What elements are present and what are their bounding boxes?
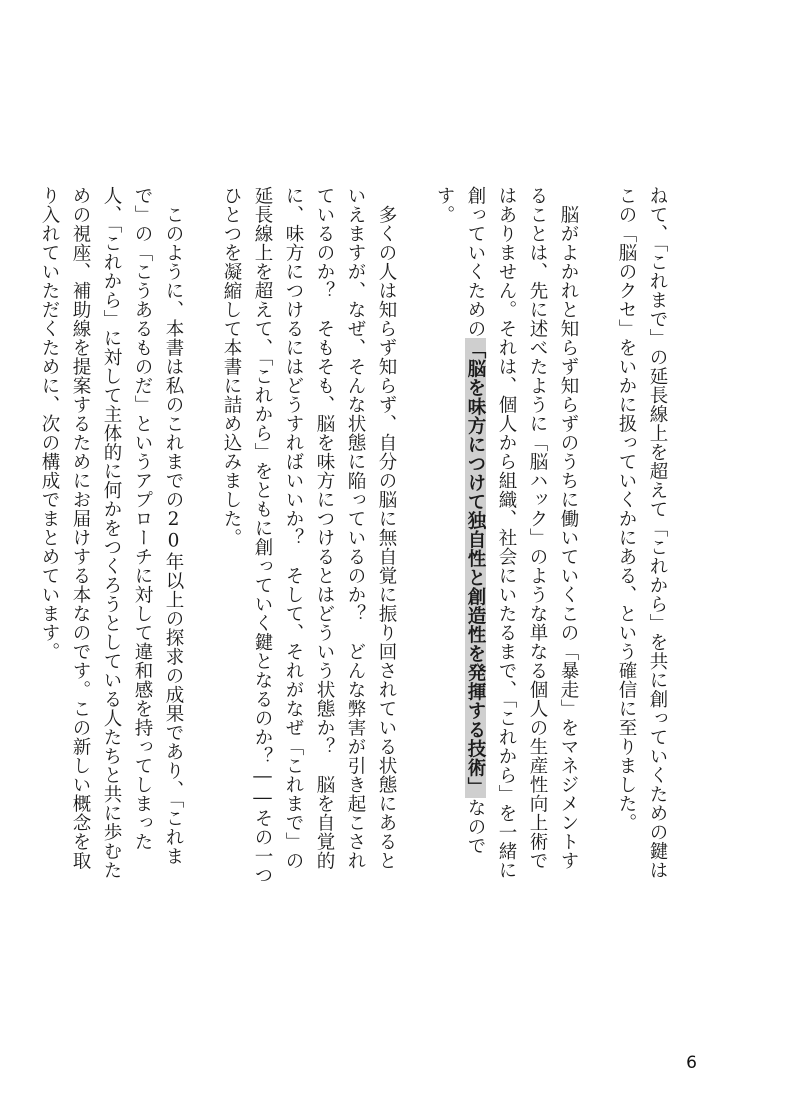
page-number: 6 bbox=[686, 1053, 697, 1073]
body-text bbox=[34, 186, 673, 886]
paragraph-conclusion: このように、本書は私のこれまでの20年以上の探求の成果であり、「これまで」の「こうあるものだ」というアプローチに対して違和感を持ってしまった人、「これから」に対して主体的に何かをつくろうとしている人たちと共に歩むための視座、補助線を提案するためにお届けする本なのです。この新しい概念を取り入れていただくために、次の構成でまとめています。 bbox=[39, 186, 184, 880]
paragraph-gap bbox=[584, 186, 611, 886]
paragraph-continuation: ねて、「これまで」の延長線上を超えて「これから」を共に創っていくための鍵はこの「脳のクセ」をいかに扱っていくかにある、という確信に至りました。 bbox=[616, 186, 668, 880]
paragraph-brain-management bbox=[429, 186, 584, 886]
highlighted-phrase: 「脳を味方につけて独自性と創造性を発揮する技術」 bbox=[465, 340, 486, 796]
paragraph-text: なのです。 bbox=[434, 186, 486, 855]
paragraph-text: 脳がよかれと知らず知らずのうちに働いていくこの「暴走」をマネジメントすることは、先に述べたように「脳ハック」のような単なる個人の生産性向上術ではありません。それは、個人から組織、社会にいたるまで、「これから」を一緒に創っていくための bbox=[465, 186, 579, 880]
paragraph-questions: 多くの人は知らず知らず、自分の脳に無自覚に振り回されている状態にあるといえますが、なぜ、そんな状態に陥っているのか？ どんな弊害が引き起こされているのか？ そもそも、脳を味方につけるとはどういう状態か？ 脳を自覚的に、味方につけるにはどうすればいいか？ そして、それがなぜ「これまで」の延長線上を超えて、「これから」をともに創っていく鍵となるのか？――その一つひとつを凝縮して本書に詰め込みました。 bbox=[221, 186, 397, 885]
paragraph-gap bbox=[402, 186, 429, 886]
paragraph-gap bbox=[189, 186, 216, 886]
